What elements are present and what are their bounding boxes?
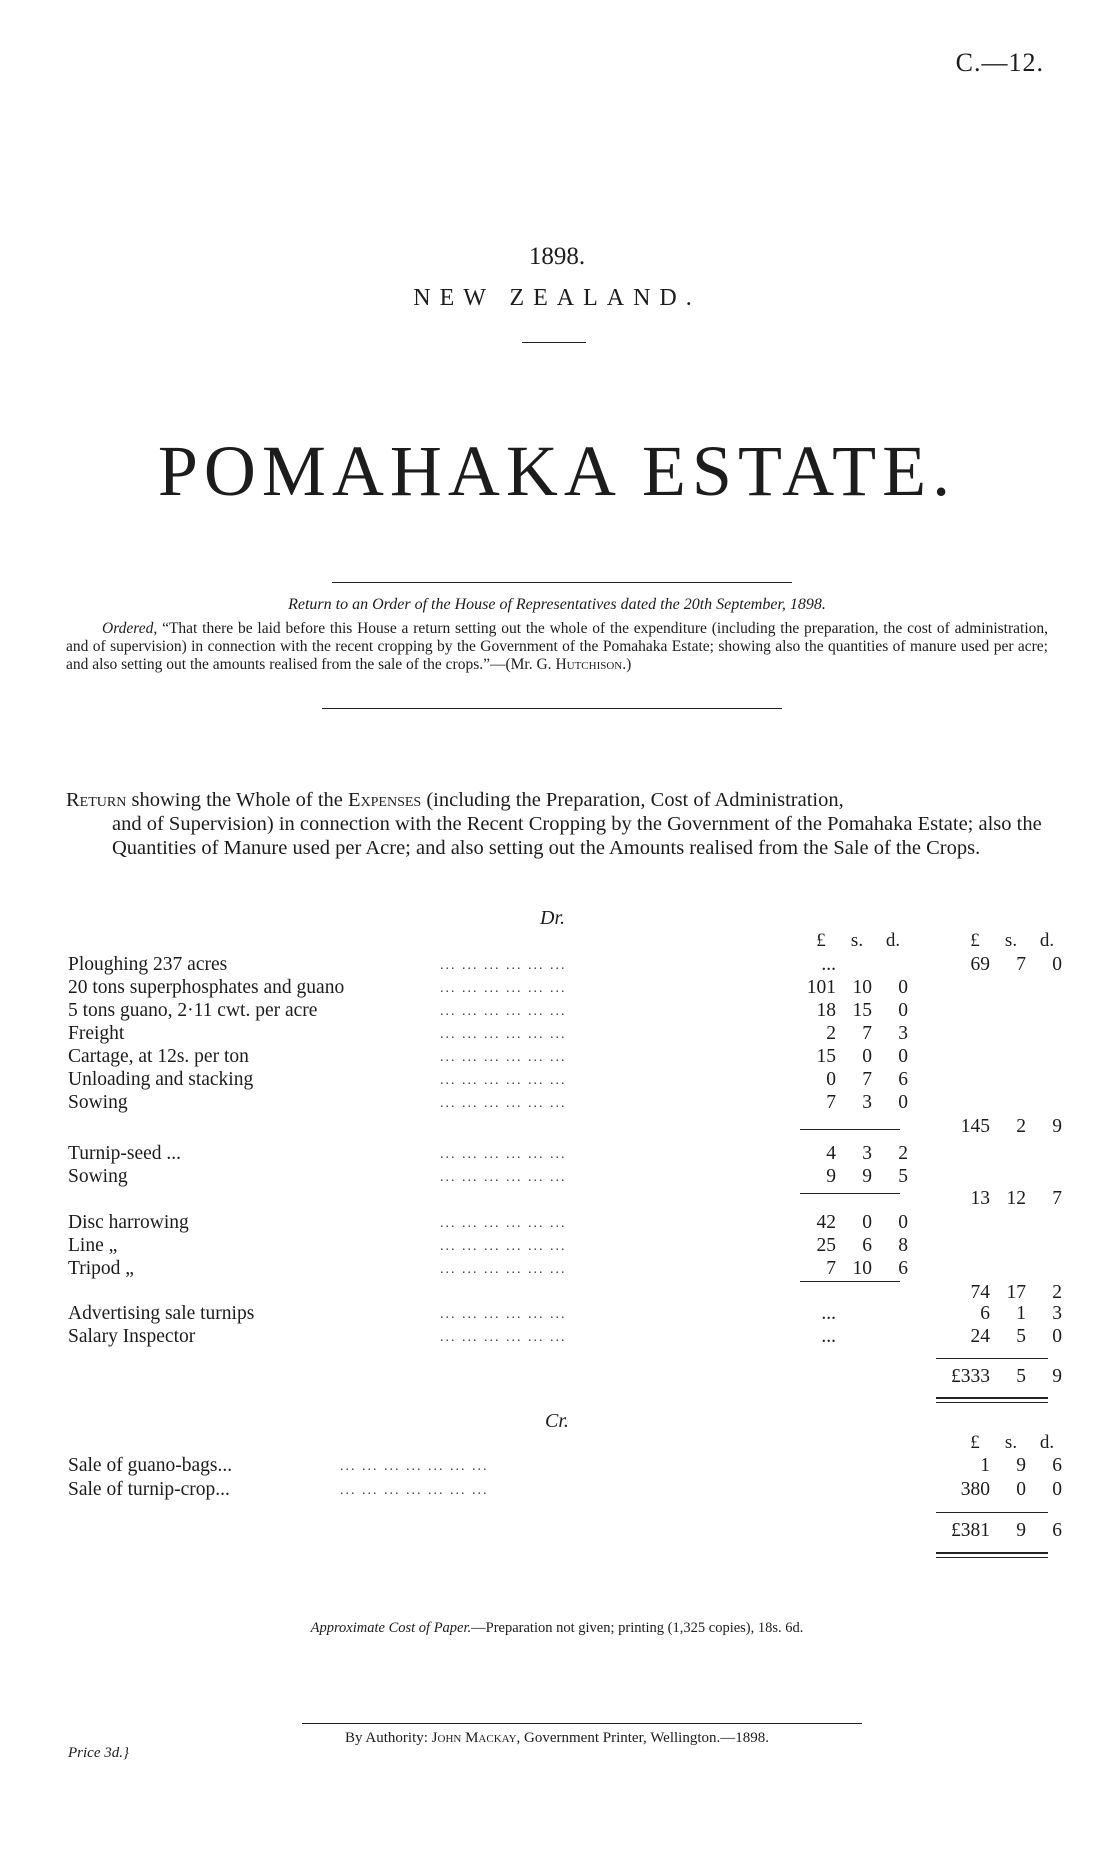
- subtotal-amount: 9: [1016, 1455, 1026, 1476]
- subtotal-amount: 74: [970, 1282, 990, 1303]
- ledger-row: [0, 1235, 1114, 1259]
- item-label: Salary Inspector: [68, 1326, 196, 1347]
- order-subheading: Return to an Order of the House of Representatives dated the 20th September, 1898.: [288, 596, 826, 613]
- item-amount: 0: [898, 1000, 908, 1021]
- total-row: [0, 1366, 1114, 1390]
- item-amount: 7: [826, 1258, 836, 1279]
- leader-dots: ... ... ... ... ... ... ...: [340, 1459, 489, 1474]
- total-amount: 9: [1016, 1520, 1026, 1541]
- total-amount: £333: [951, 1366, 990, 1387]
- item-amount: ...: [821, 1303, 836, 1324]
- ordered-body: “That there be laid before this House a return setting out the whole of the expenditure (including the preparation, the cost of administration, and of supervision) in connection with the recent cropping by the Government of the Pomahaka Estate; showing also the quantities of manure used per acre; and also setting out the amounts realised from the sale of the crops.”—(Mr. G.: [66, 620, 1048, 673]
- total-rule: [936, 1512, 1048, 1513]
- item-amount: 7: [826, 1092, 836, 1113]
- leader-dots: ... ... ... ... ... ...: [440, 1147, 567, 1162]
- cost-text: —Preparation not given; printing (1,325 copies), 18s. 6d.: [471, 1620, 804, 1636]
- subtotal-amount: 6: [1052, 1455, 1062, 1476]
- item-label: Freight: [68, 1023, 125, 1044]
- subtotal-amount: 7: [1016, 954, 1026, 975]
- ledger-row: [0, 1455, 1114, 1479]
- total-rule: [936, 1402, 1048, 1403]
- column-header: d.: [1039, 1432, 1055, 1453]
- subtotal-amount: 1: [1016, 1303, 1026, 1324]
- total-amount: 9: [1052, 1366, 1062, 1387]
- item-label: Ploughing 237 acres: [68, 954, 228, 975]
- leader-dots: ... ... ... ... ... ...: [440, 1050, 567, 1065]
- total-row: [0, 1520, 1114, 1544]
- column-header: £: [970, 1432, 980, 1453]
- ledger-row: [0, 1046, 1114, 1070]
- divider: [302, 1723, 862, 1724]
- return-text: showing the Whole of the: [126, 789, 349, 811]
- item-label: Cartage, at 12s. per ton: [68, 1046, 249, 1067]
- total-amount: 6: [1052, 1520, 1062, 1541]
- item-amount: 3: [898, 1023, 908, 1044]
- ledger-row: [0, 954, 1114, 978]
- column-header: d.: [885, 930, 901, 951]
- ledger-row: [0, 1479, 1114, 1503]
- item-label: Advertising sale turnips: [68, 1303, 255, 1324]
- year: 1898.: [528, 243, 586, 270]
- subtotal-amount: 6: [980, 1303, 990, 1324]
- ledger-row: [0, 1188, 1114, 1212]
- ledger-row: [0, 1212, 1114, 1236]
- item-amount: 15: [816, 1046, 836, 1067]
- subtotal-rule: [800, 1193, 900, 1194]
- item-amount: 0: [898, 1046, 908, 1067]
- return-lead: Return: [66, 789, 127, 811]
- subtotal-amount: 13: [970, 1188, 990, 1209]
- item-label: 5 tons guano, 2·11 cwt. per acre: [68, 1000, 318, 1021]
- item-amount: 5: [898, 1166, 908, 1187]
- leader-dots: ... ... ... ... ... ...: [440, 1027, 567, 1042]
- leader-dots: ... ... ... ... ... ...: [440, 1216, 567, 1231]
- item-amount: 9: [862, 1166, 872, 1187]
- item-amount: 8: [898, 1235, 908, 1256]
- page-title: POMAHAKA ESTATE.: [157, 431, 957, 511]
- item-amount: 10: [852, 977, 872, 998]
- subtotal-amount: 5: [1016, 1326, 1026, 1347]
- leader-dots: ... ... ... ... ... ...: [440, 1262, 567, 1277]
- ledger-row: [0, 1143, 1114, 1167]
- leader-dots: ... ... ... ... ... ...: [440, 981, 567, 996]
- total-rule: [936, 1552, 1048, 1554]
- column-header: d.: [1039, 930, 1055, 951]
- ledger-row: [0, 1000, 1114, 1024]
- item-amount: 0: [898, 977, 908, 998]
- item-amount: 4: [826, 1143, 836, 1164]
- item-label: Sowing: [68, 1092, 128, 1113]
- return-continuation: and of Supervision) in connection with the Recent Cropping by the Government of the Pomahaka Estate; also the Quantities of Manure used per Acre; and also setting out the Amounts realised from the Sale of the Crops.: [112, 813, 1042, 859]
- item-amount: 2: [898, 1143, 908, 1164]
- return-heading: [66, 788, 1048, 860]
- item-amount: 3: [862, 1092, 872, 1113]
- item-amount: 0: [862, 1046, 872, 1067]
- subtotal-amount: 0: [1016, 1479, 1026, 1500]
- item-amount: 6: [862, 1235, 872, 1256]
- column-header: s.: [1004, 1432, 1018, 1453]
- item-amount: 7: [862, 1069, 872, 1090]
- leader-dots: ... ... ... ... ... ...: [440, 958, 567, 973]
- ledger-row: [0, 1069, 1114, 1093]
- ledger-row: [0, 1326, 1114, 1350]
- item-amount: 10: [852, 1258, 872, 1279]
- subtotal-rule: [800, 1129, 900, 1130]
- order-text: [66, 620, 1048, 674]
- item-amount: 2: [826, 1023, 836, 1044]
- item-amount: 0: [826, 1069, 836, 1090]
- column-header: s.: [1004, 930, 1018, 951]
- subtotal-amount: 0: [1052, 1326, 1062, 1347]
- subtotal-amount: 69: [970, 954, 990, 975]
- expenses-word: Expenses: [348, 789, 422, 811]
- ledger-row: [0, 1092, 1114, 1116]
- ledger-row: [0, 1303, 1114, 1327]
- item-amount: 18: [816, 1000, 836, 1021]
- item-label: Sale of guano-bags...: [68, 1455, 233, 1476]
- column-header: £: [970, 930, 980, 951]
- item-label: Line „: [68, 1235, 118, 1256]
- leader-dots: ... ... ... ... ... ...: [440, 1073, 567, 1088]
- subtotal-amount: 0: [1052, 1479, 1062, 1500]
- subtotal-amount: 2: [1016, 1116, 1026, 1137]
- item-amount: 0: [898, 1212, 908, 1233]
- item-amount: 25: [816, 1235, 836, 1256]
- country: NEW ZEALAND.: [413, 285, 701, 311]
- item-label: Unloading and stacking: [68, 1069, 254, 1090]
- item-label: 20 tons superphosphates and guano: [68, 977, 345, 998]
- leader-dots: ... ... ... ... ... ...: [440, 1307, 567, 1322]
- item-label: Turnip-seed ...: [68, 1143, 182, 1164]
- subtotal-amount: 3: [1052, 1303, 1062, 1324]
- item-label: Sale of turnip-crop...: [68, 1479, 230, 1500]
- ledger-row: [0, 1166, 1114, 1190]
- subtotal-amount: 24: [970, 1326, 990, 1347]
- item-amount: 3: [862, 1143, 872, 1164]
- leader-dots: ... ... ... ... ... ...: [440, 1096, 567, 1111]
- total-amount: 5: [1016, 1366, 1026, 1387]
- divider: [522, 342, 586, 343]
- column-header: s.: [850, 930, 864, 951]
- subtotal-amount: 17: [1006, 1282, 1026, 1303]
- leader-dots: ... ... ... ... ... ...: [440, 1239, 567, 1254]
- subtotal-rule: [800, 1281, 900, 1282]
- item-label: Disc harrowing: [68, 1212, 189, 1233]
- item-amount: ...: [821, 1326, 836, 1347]
- item-label: Tripod „: [68, 1258, 134, 1279]
- item-amount: 42: [816, 1212, 836, 1233]
- item-amount: 0: [862, 1212, 872, 1233]
- leader-dots: ... ... ... ... ... ... ...: [340, 1483, 489, 1498]
- item-amount: 6: [898, 1258, 908, 1279]
- item-amount: 101: [806, 977, 836, 998]
- leader-dots: ... ... ... ... ... ...: [440, 1004, 567, 1019]
- printer-name: John Mackay: [431, 1730, 517, 1746]
- paper-reference: C.—12.: [955, 48, 1044, 77]
- item-amount: 15: [852, 1000, 872, 1021]
- ledger-row: [0, 1258, 1114, 1282]
- total-rule: [936, 1557, 1048, 1558]
- item-amount: 7: [862, 1023, 872, 1044]
- authority-text: , Government Printer, Wellington.—1898.: [516, 1730, 769, 1746]
- item-amount: ...: [821, 954, 836, 975]
- ledger-row: [0, 1023, 1114, 1047]
- cost-label: Approximate Cost of Paper.: [310, 1620, 472, 1636]
- price: Price 3d.}: [68, 1745, 129, 1761]
- subtotal-amount: 380: [960, 1479, 990, 1500]
- credit-label: Cr.: [545, 1410, 569, 1432]
- ordered-end: .): [622, 656, 632, 673]
- debit-label: Dr.: [540, 907, 566, 929]
- subtotal-amount: 1: [980, 1455, 990, 1476]
- printer-line: [0, 1730, 1114, 1747]
- item-amount: 6: [898, 1069, 908, 1090]
- item-amount: 9: [826, 1166, 836, 1187]
- subtotal-amount: 2: [1052, 1282, 1062, 1303]
- divider: [322, 708, 782, 709]
- subtotal-amount: 0: [1052, 954, 1062, 975]
- authority-label: By Authority:: [344, 1730, 432, 1746]
- leader-dots: ... ... ... ... ... ...: [440, 1330, 567, 1345]
- ledger-row: [0, 977, 1114, 1001]
- return-text-2: (including the Preparation, Cost of Administration,: [421, 789, 844, 811]
- ordered-label: Ordered,: [102, 620, 158, 637]
- subtotal-amount: 12: [1006, 1188, 1026, 1209]
- ordered-author: Hutchison: [555, 656, 623, 673]
- total-amount: £381: [951, 1520, 990, 1541]
- divider: [332, 582, 792, 583]
- subtotal-amount: 9: [1052, 1116, 1062, 1137]
- paper-cost-note: [0, 1620, 1114, 1637]
- item-amount: 0: [898, 1092, 908, 1113]
- ledger-row: [0, 1116, 1114, 1140]
- subtotal-amount: 145: [960, 1116, 990, 1137]
- column-header: £: [816, 930, 826, 951]
- total-rule: [936, 1358, 1048, 1359]
- subtotal-amount: 7: [1052, 1188, 1062, 1209]
- item-label: Sowing: [68, 1166, 128, 1187]
- total-rule: [936, 1397, 1048, 1399]
- leader-dots: ... ... ... ... ... ...: [440, 1170, 567, 1185]
